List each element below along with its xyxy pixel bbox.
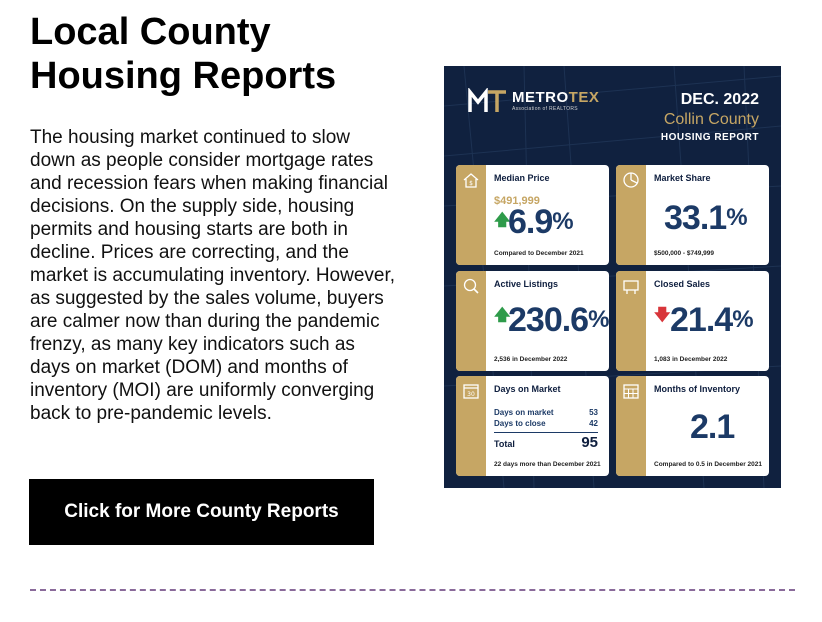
market-share-caption: $500,000 - $749,999 bbox=[654, 250, 714, 257]
dom-total-row: Total 95 bbox=[494, 434, 598, 451]
report-header bbox=[661, 90, 759, 146]
dom-row-days-to-close: Days to close 42 bbox=[494, 419, 598, 428]
svg-text:$: $ bbox=[469, 180, 473, 187]
active-listings-title: Active Listings bbox=[494, 279, 559, 289]
market-share-card bbox=[616, 165, 769, 265]
magnifier-house-icon bbox=[462, 277, 480, 295]
median-price-card bbox=[456, 165, 609, 265]
house-icon bbox=[462, 171, 480, 189]
sold-sign-icon bbox=[622, 277, 640, 295]
median-price-change: 6.9% bbox=[508, 203, 573, 241]
arrow-up-icon: 🡅 bbox=[494, 307, 511, 324]
report-label: HOUSING REPORT bbox=[660, 132, 759, 143]
months-inventory-value: 2.1 bbox=[690, 408, 735, 446]
closed-sales-card bbox=[616, 271, 769, 371]
market-share-value: 33.1% bbox=[664, 199, 747, 237]
report-date: DEC. 2022 bbox=[680, 91, 759, 108]
dom-row-days-on-market: Days on market 53 bbox=[494, 408, 598, 417]
pie-chart-icon bbox=[622, 171, 640, 189]
days-on-market-card bbox=[456, 376, 609, 476]
more-county-reports-button[interactable]: Click for More County Reports bbox=[29, 479, 374, 545]
closed-sales-title: Closed Sales bbox=[654, 279, 711, 289]
median-price-value: $491,999 bbox=[494, 195, 540, 207]
active-listings-card bbox=[456, 271, 609, 371]
section-divider bbox=[30, 589, 795, 591]
arrow-down-icon: 🡇 bbox=[654, 307, 671, 324]
brand-metro: METRO bbox=[512, 89, 569, 106]
active-listings-value: 230.6% bbox=[508, 301, 609, 339]
median-price-title: Median Price bbox=[494, 173, 550, 183]
market-share-title: Market Share bbox=[654, 173, 711, 183]
calendar-icon bbox=[462, 382, 480, 400]
arrow-up-icon: 🡅 bbox=[494, 212, 511, 229]
closed-sales-caption: 1,083 in December 2022 bbox=[654, 356, 728, 363]
days-on-market-caption: 22 days more than December 2021 bbox=[494, 461, 601, 468]
brand-subtitle: Association of REALTORS bbox=[512, 106, 578, 112]
mt-logo-icon bbox=[468, 88, 508, 114]
months-inventory-card bbox=[616, 376, 769, 476]
housing-report-image[interactable] bbox=[444, 66, 781, 488]
median-price-caption: Compared to December 2021 bbox=[494, 250, 584, 257]
intro-paragraph: The housing market continued to slow down as people consider mortgage rates and recession fears when making financial decisions. On the supply side, housing permits and housing starts are both in decline. Prices are correcting, and the market is accumulating inventory. However, as suggested by the sales volume, buyers are calmer now than during the pandemic frenzy, as many key indicators such as days on market (DOM) and months of inventory (MOI) are uniformly converging back to pre-pandemic levels. bbox=[30, 127, 396, 424]
active-listings-caption: 2,536 in December 2022 bbox=[494, 356, 568, 363]
brand-tex: TEX bbox=[568, 89, 600, 106]
months-inventory-title: Months of Inventory bbox=[654, 384, 740, 394]
calendar-grid-icon bbox=[622, 382, 640, 400]
page-title-line-2: Housing Reports bbox=[30, 55, 337, 97]
months-inventory-caption: Compared to 0.5 in December 2021 bbox=[654, 461, 763, 468]
page-title-line-1: Local County bbox=[30, 11, 271, 53]
days-on-market-title: Days on Market bbox=[494, 384, 561, 394]
svg-text:30: 30 bbox=[467, 391, 475, 398]
page-title bbox=[30, 10, 430, 98]
metrotex-logo bbox=[468, 88, 599, 114]
closed-sales-value: 21.4% bbox=[670, 301, 753, 339]
report-county: Collin County bbox=[663, 111, 759, 128]
